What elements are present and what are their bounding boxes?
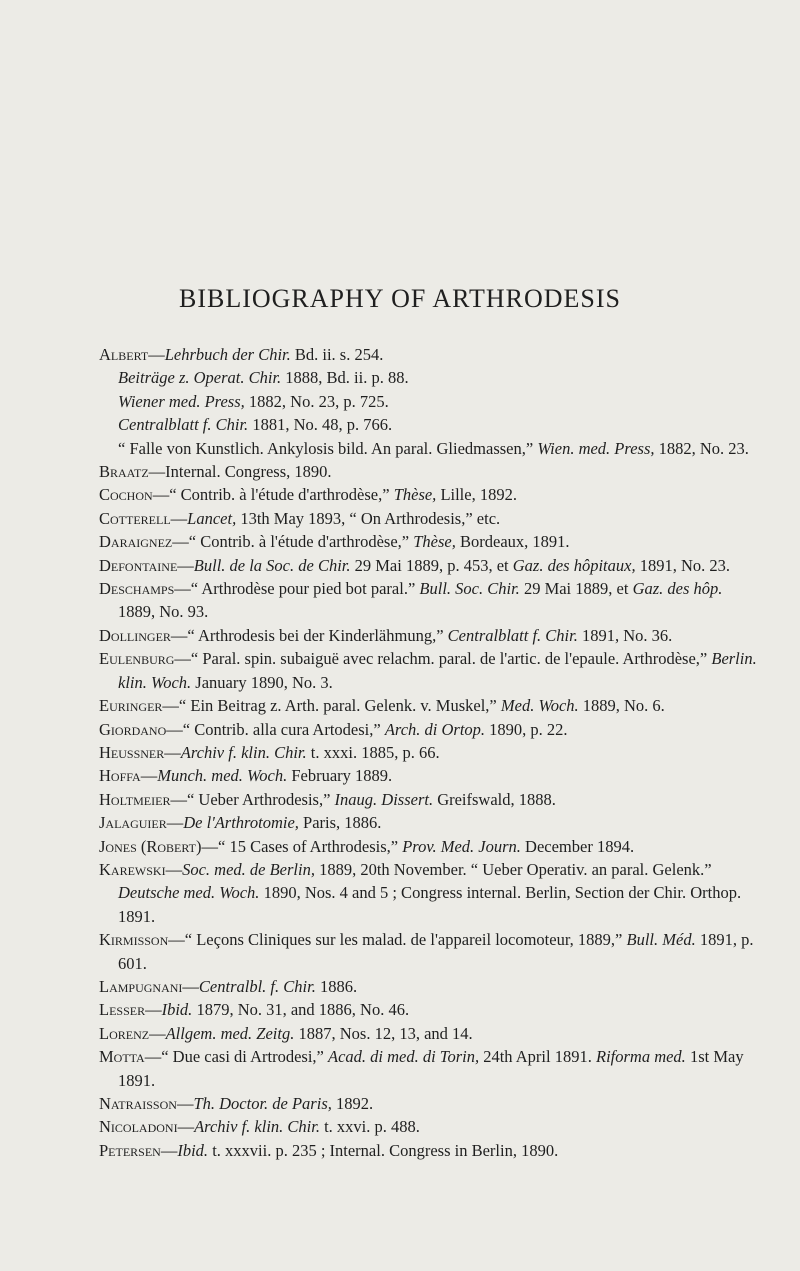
entry-paragraph (99, 390, 759, 413)
entry-paragraph (99, 577, 759, 624)
entry-text: 1879, No. 31, and 1886, No. 46. (192, 1000, 410, 1020)
entry-source-title: Thèse, (393, 485, 437, 505)
entry-text: —“ Ein Beitrag z. Arth. paral. Gelenk. v. Muskel,” (162, 696, 501, 716)
entry-text: t. xxxi. 1885, p. 66. (306, 742, 440, 762)
entry-source-title: Med. Woch. (500, 696, 579, 716)
entry-source-title: Centralblatt f. Chir. (118, 415, 249, 435)
entry-author: Holtmeier (99, 789, 171, 809)
entry-source-title: Acad. di med. di Torin, (327, 1047, 480, 1067)
entry-source-title: Th. Doctor. de Paris, (193, 1094, 332, 1113)
entry-author: Cotterell (99, 508, 171, 528)
entry-author: Dollinger (99, 625, 171, 645)
entry-paragraph (99, 437, 759, 460)
entry-author: Euringer (99, 696, 163, 716)
entry-paragraph (99, 1115, 759, 1138)
entry-author: Nicoladoni (99, 1117, 178, 1137)
entry-text: — (160, 1140, 178, 1160)
entry-text: —“ Leçons Cliniques sur les malad. de l'appareil locomoteur, 1889,” (168, 930, 627, 950)
entry-text: — (166, 813, 184, 833)
page-title: BIBLIOGRAPHY OF ARTHRODESIS (179, 284, 621, 313)
bibliography-entry (99, 647, 759, 694)
entry-text: 1890, p. 22. (485, 719, 568, 739)
entry-paragraph (99, 1092, 759, 1115)
entry-source-title: Bull. Méd. (626, 930, 696, 950)
bibliography-entry (99, 975, 759, 998)
bibliography-entry (99, 554, 759, 577)
entry-text: Lille, 1892. (436, 485, 517, 505)
entry-text: — (170, 508, 188, 528)
entry-text: — (149, 1023, 166, 1043)
entry-source-title: Gaz. des hôpitaux, (512, 555, 636, 575)
bibliography-entry (99, 507, 759, 530)
entry-text: 1889, No. 6. (578, 696, 665, 716)
entry-text: 29 Mai 1889, p. 453, et (350, 555, 513, 575)
entry-text: —“ Contrib. alla cura Artodesi,” (166, 719, 385, 739)
entry-text: Greifswald, 1888. (433, 789, 556, 809)
entry-text: 29 Mai 1889, et (519, 579, 633, 599)
entry-text: 1886. (315, 976, 358, 996)
entry-text: t. xxvi. p. 488. (319, 1117, 420, 1137)
bibliography-entry (99, 1115, 759, 1138)
entry-text: 13th May 1893, “ On Arthrodesis,” etc. (236, 508, 501, 528)
entry-author: Giordano (99, 719, 167, 739)
entry-paragraph (99, 647, 759, 694)
entry-source-title: Archiv f. klin. Chir. (180, 742, 307, 762)
entry-text: 1889, No. 93. (118, 602, 209, 622)
bibliography-entry (99, 1045, 759, 1092)
entry-text: December 1894. (520, 836, 635, 856)
entry-author: Defontaine (99, 555, 178, 575)
entry-source-title: Ibid. (161, 1000, 193, 1020)
bibliography-entry (99, 928, 759, 975)
entry-paragraph (99, 343, 759, 366)
entry-text: Paris, 1886. (298, 813, 382, 833)
entry-text: — (177, 555, 194, 575)
bibliography-entry (99, 1139, 759, 1162)
entry-paragraph (99, 718, 759, 741)
entry-source-title: Wiener med. Press, (118, 391, 245, 411)
entry-text: 1882, No. 23. (654, 438, 749, 458)
entry-text: —“ Arthrodesis bei der Kinderlähmung,” (170, 625, 448, 645)
bibliography-entry (99, 1092, 759, 1115)
entry-author: Lesser (99, 1000, 146, 1020)
bibliography-entry (99, 343, 759, 460)
entry-author: Karewski (99, 859, 166, 879)
entry-paragraph (99, 413, 759, 436)
entry-text: —“ Contrib. à l'étude d'arthrodèse,” (172, 532, 414, 552)
entry-text: 1891, No. 23. (635, 555, 731, 575)
entry-author: Albert (99, 345, 149, 364)
entry-text: Bd. ii. s. 254. (290, 345, 384, 364)
entry-text: 1888, Bd. ii. p. 88. (281, 368, 409, 388)
entry-source-title: Centralbl. f. Chir. (198, 976, 316, 996)
entry-paragraph (99, 764, 759, 787)
entry-source-title: Bull. Soc. Chir. (419, 579, 520, 599)
entry-text: 1st May 1891. (118, 1047, 744, 1090)
bibliography-entry (99, 694, 759, 717)
bibliography-entry (99, 858, 759, 928)
entry-author: Jalaguier (99, 813, 167, 833)
bibliography-entry (99, 811, 759, 834)
entry-source-title: Thèse, (413, 532, 456, 552)
entry-text: January 1890, No. 3. (191, 672, 333, 692)
entry-text: 24th April 1891. (479, 1047, 596, 1067)
entry-paragraph (99, 858, 759, 928)
entry-author: Hoffa (99, 766, 141, 786)
entry-source-title: Beiträge z. Operat. Chir. (118, 368, 282, 388)
bibliography-entry (99, 1022, 759, 1045)
entry-source-title: Munch. med. Woch. (157, 766, 288, 786)
entry-paragraph (99, 483, 759, 506)
entry-author: Deschamps (99, 579, 175, 599)
entry-paragraph (99, 554, 759, 577)
entry-text: 1892. (331, 1094, 374, 1113)
entry-paragraph (99, 928, 759, 975)
entry-source-title: Deutsche med. Woch. (118, 883, 260, 903)
entry-author: Lampugnani (99, 976, 183, 996)
bibliography-entry (99, 460, 759, 483)
entry-paragraph (99, 1139, 759, 1162)
entry-paragraph (99, 366, 759, 389)
bibliography-list (99, 343, 759, 1162)
entry-source-title: Allgem. med. Zeitg. (165, 1023, 295, 1043)
entry-paragraph (99, 460, 759, 483)
entry-source-title: Ibid. (177, 1140, 209, 1160)
bibliography-entry (99, 577, 759, 624)
entry-author: Cochon (99, 485, 153, 505)
bibliography-entry (99, 624, 759, 647)
bibliography-entry (99, 998, 759, 1021)
entry-source-title: Riforma med. (595, 1047, 686, 1067)
entry-source-title: De l'Arthrotomie, (183, 813, 299, 833)
entry-text: —Internal. Congress, 1890. (148, 462, 332, 482)
entry-text: —“ Due casi di Artrodesi,” (144, 1047, 328, 1067)
entry-source-title: Wien. med. Press, (537, 438, 655, 458)
entry-author: Braatz (99, 462, 149, 482)
entry-text: 1891, p. 601. (118, 930, 754, 973)
entry-author: Natraisson (99, 1094, 177, 1113)
entry-text: — (164, 742, 181, 762)
entry-author: Lorenz (99, 1023, 150, 1043)
entry-text: — (145, 1000, 162, 1020)
entry-text: — (148, 345, 165, 364)
entry-paragraph (99, 624, 759, 647)
entry-author: Eulenburg (99, 649, 175, 669)
entry-paragraph (99, 694, 759, 717)
entry-source-title: Gaz. des hôp. (632, 579, 723, 599)
entry-paragraph (99, 1045, 759, 1092)
entry-text: 1881, No. 48, p. 766. (248, 415, 393, 435)
entry-text: 1890, Nos. 4 and 5 ; Congress internal. Berlin, Section der Chir. Orthop. 1891. (118, 883, 742, 926)
entry-source-title: Centralblatt f. Chir. (447, 625, 578, 645)
entry-source-title: Arch. di Ortop. (384, 719, 486, 739)
bibliography-entry (99, 764, 759, 787)
entry-text: 1889, 20th November. “ Ueber Operativ. an paral. Gelenk.” (314, 859, 712, 879)
entry-source-title: Soc. med. de Berlin, (182, 859, 315, 879)
entry-author: Jones (Robert) (99, 836, 202, 856)
entry-source-title: Lancet, (187, 508, 237, 528)
entry-paragraph (99, 507, 759, 530)
entry-text: t. xxxvii. p. 235 ; Internal. Congress in Berlin, 1890. (208, 1140, 559, 1160)
entry-source-title: Lehrbuch der Chir. (164, 345, 291, 364)
bibliography-entry (99, 483, 759, 506)
entry-text: — (176, 1094, 194, 1113)
entry-paragraph (99, 998, 759, 1021)
entry-paragraph (99, 1022, 759, 1045)
entry-source-title: Prov. Med. Journ. (402, 836, 521, 856)
entry-paragraph (99, 811, 759, 834)
entry-paragraph (99, 741, 759, 764)
bibliography-entry (99, 788, 759, 811)
bibliography-entry (99, 835, 759, 858)
bibliography-entry (99, 530, 759, 553)
entry-text: —“ Arthrodèse pour pied bot paral.” (174, 579, 420, 599)
entry-source-title: Archiv f. klin. Chir. (194, 1117, 320, 1137)
entry-source-title: Bull. de la Soc. de Chir. (193, 555, 351, 575)
bibliography-entry (99, 741, 759, 764)
entry-text: —“ Ueber Arthrodesis,” (170, 789, 335, 809)
entry-text: —“ Paral. spin. subaiguë avec relachm. paral. de l'artic. de l'epaule. Arthrodèse,” (174, 649, 712, 669)
entry-author: Petersen (99, 1140, 161, 1160)
entry-text: — (177, 1117, 195, 1137)
entry-source-title: Inaug. Dissert. (334, 789, 434, 809)
entry-paragraph (99, 975, 759, 998)
entry-text: 1891, No. 36. (577, 625, 673, 645)
entry-text: 1887, Nos. 12, 13, and 14. (294, 1023, 473, 1043)
entry-paragraph (99, 835, 759, 858)
entry-text: Bordeaux, 1891. (455, 532, 570, 552)
bibliography-entry (99, 718, 759, 741)
entry-text: February 1889. (287, 766, 393, 786)
entry-text: — (165, 859, 183, 879)
entry-paragraph (99, 788, 759, 811)
entry-source-title: Berlin. klin. Woch. (118, 649, 757, 692)
entry-text: “ Falle von Kunstlich. Ankylosis bild. An paral. Gliedmassen,” (118, 438, 538, 458)
entry-text: — (182, 976, 199, 996)
entry-paragraph (99, 530, 759, 553)
entry-author: Heussner (99, 742, 165, 762)
entry-author: Kirmisson (99, 930, 169, 950)
entry-author: Daraignez (99, 532, 173, 552)
entry-author: Motta (99, 1047, 145, 1067)
entry-text: — (140, 766, 158, 786)
entry-text: —“ 15 Cases of Arthrodesis,” (201, 836, 403, 856)
entry-text: —“ Contrib. à l'étude d'arthrodèse,” (152, 485, 394, 505)
entry-text: 1882, No. 23, p. 725. (244, 391, 389, 411)
